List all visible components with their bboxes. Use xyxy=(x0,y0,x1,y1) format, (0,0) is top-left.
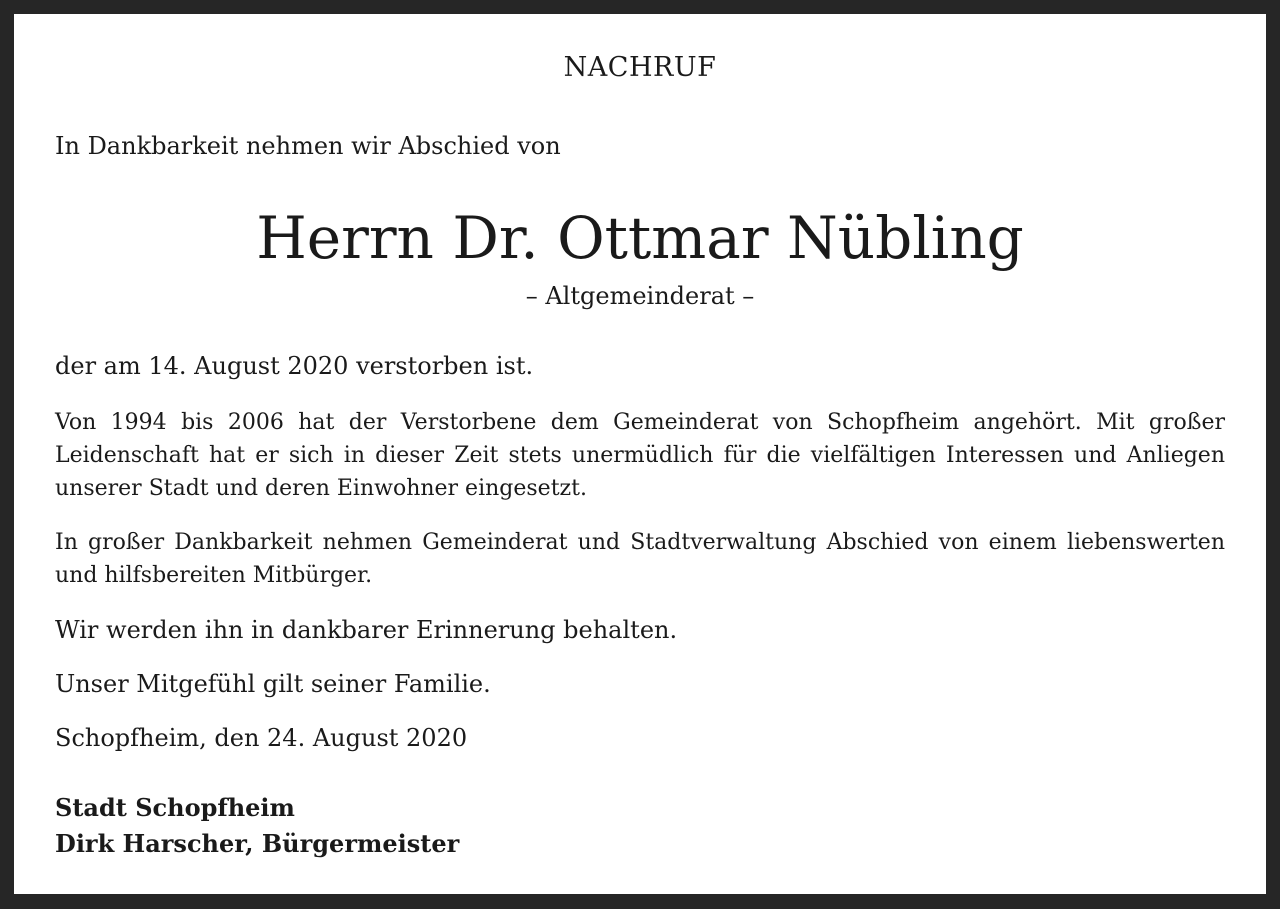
obituary-card xyxy=(14,14,1266,894)
deceased-role: – Altgemeinderat – xyxy=(525,282,755,310)
intro-line: In Dankbarkeit nehmen wir Abschied von xyxy=(55,132,561,160)
gratitude-paragraph: In großer Dankbarkeit nehmen Gemeinderat und Stadtverwaltung Abschied von einem liebenswerten und hilfsbereiten Mitbürger. xyxy=(55,530,1225,588)
signature-organization: Stadt Schopfheim xyxy=(55,793,295,822)
service-paragraph: Von 1994 bis 2006 hat der Verstorbene dem Gemeinderat von Schopfheim angehört. Mit großer Leidenschaft hat er sich in dieser Zeit stets unermüdlich für die vielfältigen Interessen und Anliegen unserer Stadt und deren Einwohner eingesetzt. xyxy=(55,410,1225,501)
memory-line: Wir werden ihn in dankbarer Erinnerung behalten. xyxy=(55,616,678,644)
deceased-name: Herrn Dr. Ottmar Nübling xyxy=(256,204,1024,272)
place-date-line: Schopfheim, den 24. August 2020 xyxy=(55,724,468,752)
sympathy-line: Unser Mitgefühl gilt seiner Familie. xyxy=(55,670,491,698)
obituary-heading: NACHRUF xyxy=(563,52,717,83)
signature-person: Dirk Harscher, Bürgermeister xyxy=(55,829,460,858)
death-date-line: der am 14. August 2020 verstorben ist. xyxy=(55,352,534,380)
